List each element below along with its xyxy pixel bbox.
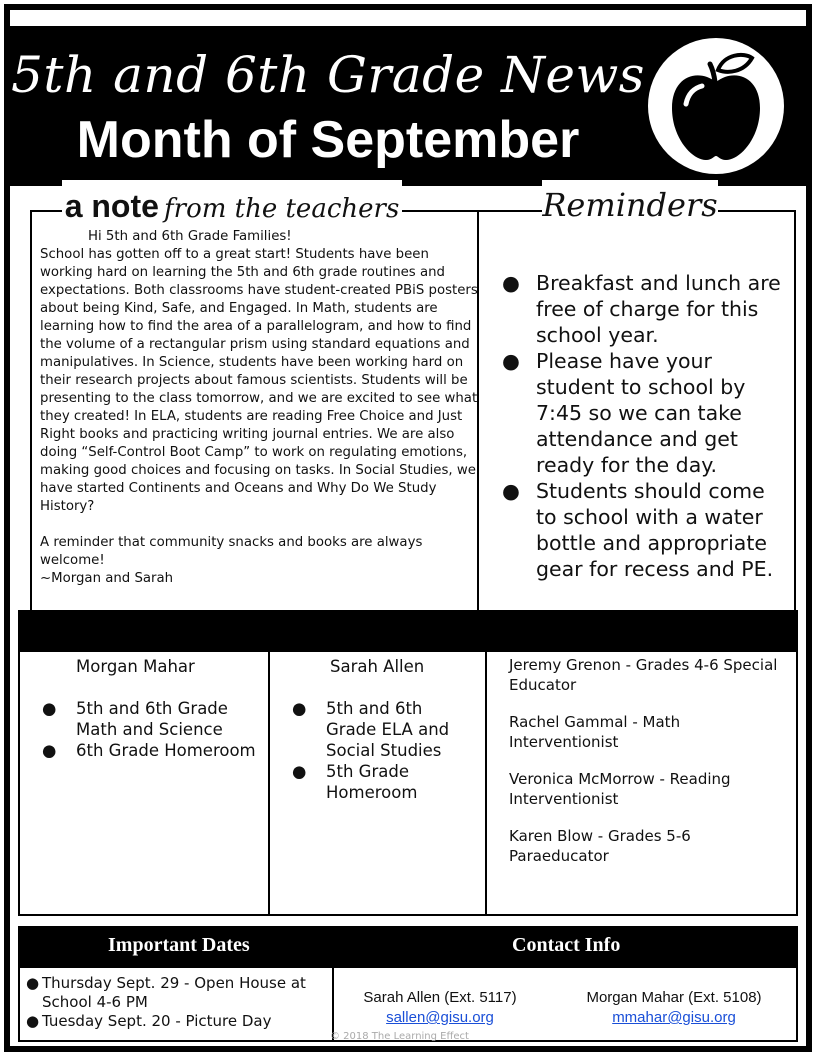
contact-morgan [574,988,774,1028]
support-staff-list [509,656,789,884]
list-item: Karen Blow - Grades 5-6 Paraeducator [509,827,691,865]
note-greeting: Hi 5th and 6th Grade Families! [88,229,292,244]
list-item: ● Tuesday Sept. 20 - Picture Day [26,1012,272,1030]
contact-sarah [350,988,530,1028]
newsletter-header [8,26,808,186]
list-item: ● Thursday Sept. 29 - Open House at School 4-6 PM [26,974,306,1011]
note-left-border [30,210,32,610]
note-signature: ~Morgan and Sarah [40,571,174,586]
newsletter-title: 5th and 6th Grade News [11,46,645,104]
copyright-text: © 2018 The Learning Effect [330,1031,469,1042]
teacher-note [40,228,480,588]
teachers-bottom-border [18,914,798,916]
reminders-right-border [794,210,796,610]
list-item: Veronica McMorrow - Reading Interventionist [509,770,731,808]
teacher-name: Morgan Mahar [76,657,195,676]
reminders-list [500,270,790,582]
contact-name: Sarah Allen (Ext. 5117) [363,989,517,1006]
email-link[interactable]: sallen@gisu.org [386,1009,494,1026]
apple-icon [648,38,784,174]
contact-info-heading: Contact Info [512,934,621,956]
teacher-column-morgan [38,656,258,761]
list-item: ● 5th and 6th Grade ELA and Social Studies [292,699,450,760]
teachers-right-border [796,650,798,916]
apple-badge [648,38,784,174]
bottom-heading-bar [20,928,796,968]
important-dates-heading: Important Dates [108,934,250,956]
note-paragraph: School has gotten off to a great start! Students have been working hard on learning the 5th and 6th grade routines and expectations. Both classrooms have student-created PBiS posters about being Kind, Safe, and Engaged. In Math, students are learning how to find the area of a parallelogram, and how to find the volume of a rectangular prism using standard equations and manipulatives. In Science, students have been working hard on their research projects about famous scientists. Students will be presenting to the class tomorrow, and we are excited to see what they created! In ELA, students are reading Free Choice and Just Right books and practicing writing journal entries. We are also doing “Self-Control Boot Camp” to work on regulating emotions, making good choices and focusing on tasks. In Social Studies, we have started Continents and Oceans and Why Do We Study History? [40,247,478,514]
reminders-heading: Reminders [542,180,718,236]
dates-and-contact [18,926,798,1042]
reminders-rule-right [718,210,796,212]
teachers-divider-1 [268,650,270,916]
teachers-divider-2 [485,650,487,916]
note-rule-left [30,210,62,212]
list-item: ● 6th Grade Homeroom [42,741,256,760]
note-rule-right [402,210,542,212]
teachers-left-border [18,650,20,916]
teacher-name: Sarah Allen [330,657,425,676]
list-item: Jeremy Grenon - Grades 4-6 Special Educator [509,656,778,694]
list-item: ● Breakfast and lunch are free of charge for this school year. [502,271,781,347]
list-item: ● Students should come to school with a water bottle and appropriate gear for recess and PE. [502,479,774,581]
list-item: Rachel Gammal - Math Interventionist [509,713,681,751]
email-link[interactable]: mmahar@gisu.org [612,1009,736,1026]
contact-name: Morgan Mahar (Ext. 5108) [586,989,762,1006]
section-divider-bar [18,610,798,652]
note-reminder: A reminder that community snacks and books are always welcome! [40,535,423,568]
important-dates-list [26,974,326,1031]
note-heading-script: from the teachers [164,194,400,224]
list-item: ● 5th Grade Homeroom [292,762,418,802]
note-heading-bold: a note [64,188,159,224]
newsletter-subtitle: Month of September [76,111,580,169]
list-item: ● 5th and 6th Grade Math and Science [42,699,228,739]
list-item: ● Please have your student to school by 7:45 so we can take attendance and get ready for the day. [502,349,746,477]
teacher-column-sarah [288,656,468,803]
